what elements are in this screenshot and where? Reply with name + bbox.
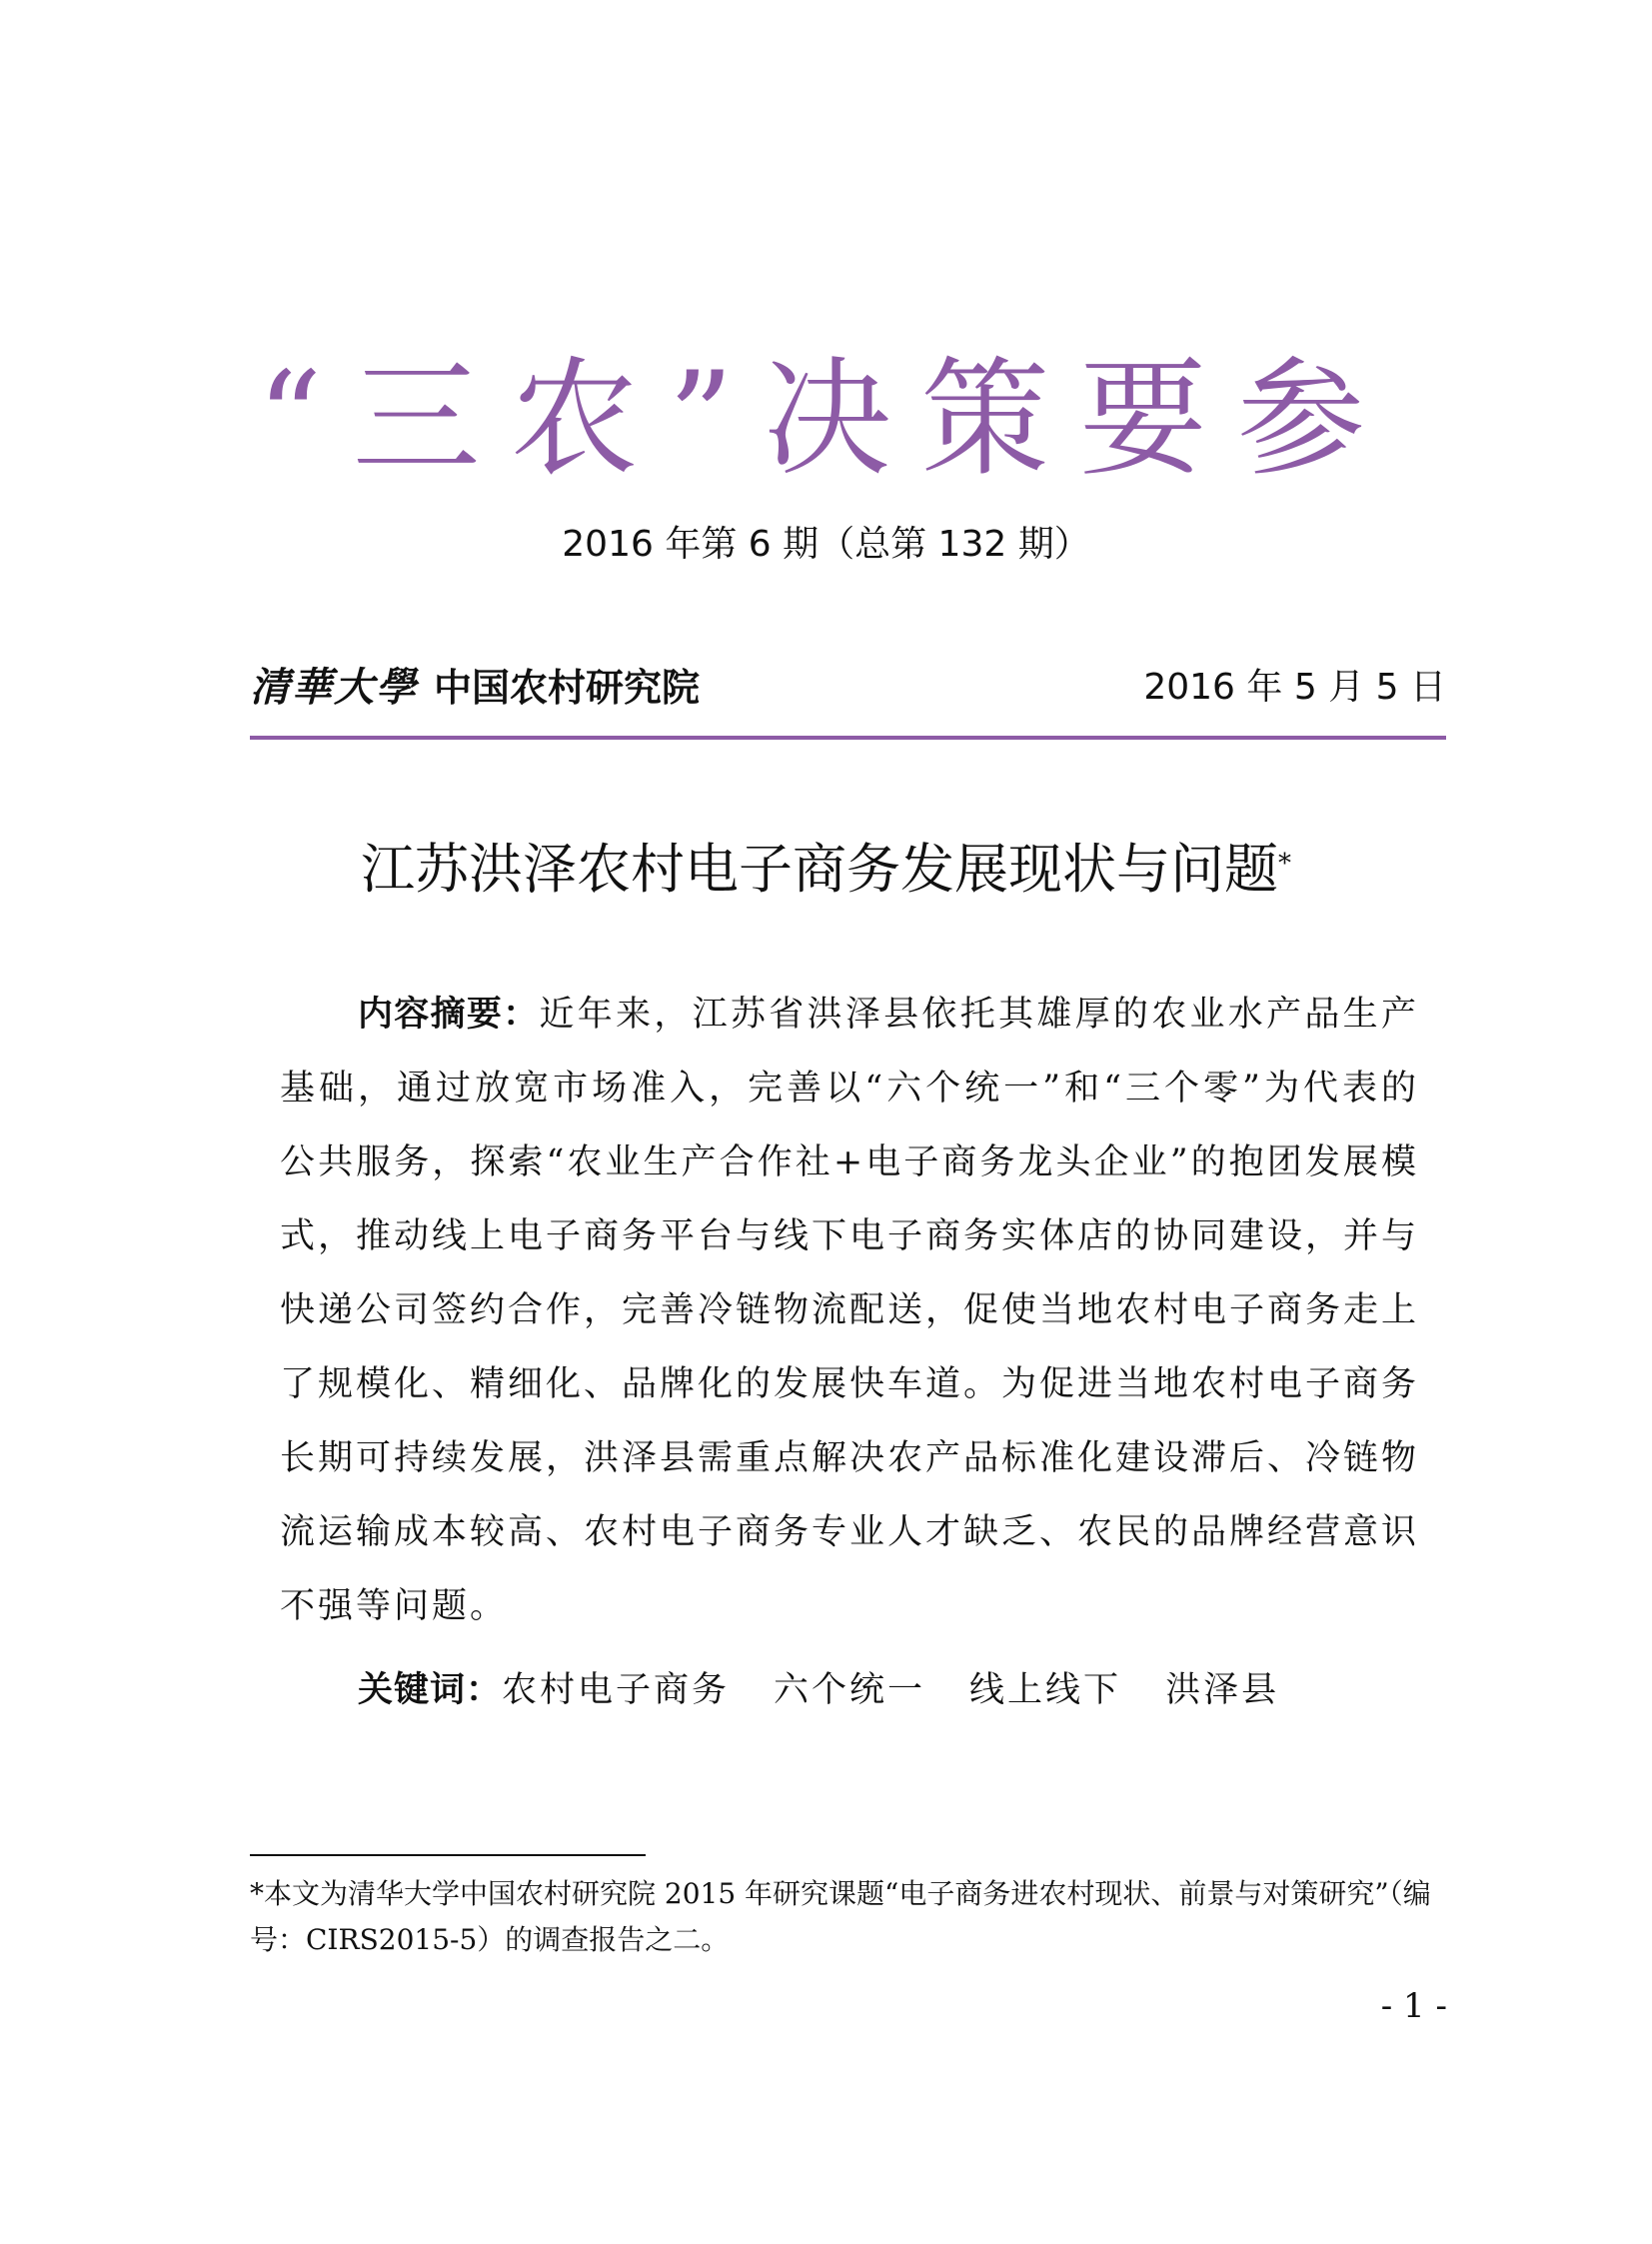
masthead-title: “三农”决策要参 <box>257 345 1395 494</box>
abstract <box>280 978 1419 1643</box>
keyword: 六个统一 <box>774 1670 926 1710</box>
footnote: *本文为清华大学中国农村研究院 2015 年研究课题“电子商务进农村现状、前景与对策研究”（编号：CIRS2015-5）的调查报告之二。 <box>250 1877 1431 1956</box>
header-divider <box>250 736 1446 740</box>
abstract-label: 内容摘要： <box>358 995 540 1035</box>
page-number: - 1 - <box>1380 1986 1447 2026</box>
article-title <box>0 830 1652 910</box>
publisher <box>250 660 700 716</box>
footnote-marker: * <box>1278 849 1291 879</box>
abstract-text: 近年来，江苏省洪泽县依托其雄厚的农业水产品生产基础，通过放宽市场准入，完善以“六个统一”和“三个零”为代表的公共服务，探索“农业生产合作社+电子商务龙头企业”的抱团发展模式，推动线上电子商务平台与线下电子商务实体店的协同建设，并与快递公司签约合作，完善冷链物流配送，促使当地农村电子商务走上了规模化、精细化、品牌化的发展快车道。为促进当地农村电子商务长期可持续发展，洪泽县需重点解决农产品标准化建设滞后、冷链物流运输成本较高、农村电子商务专业人才缺乏、农民的品牌经营意识不强等问题。 <box>280 995 1420 1626</box>
article-title-text: 江苏洪泽农村电子商务发展现状与问题 <box>361 838 1278 901</box>
footnote-divider <box>250 1854 646 1856</box>
keyword: 农村电子商务 <box>502 1670 731 1710</box>
keywords <box>358 1653 1417 1727</box>
keyword: 线上线下 <box>969 1670 1122 1710</box>
university-logo-text: 清華大學 <box>250 664 418 711</box>
keyword: 洪泽县 <box>1165 1670 1280 1710</box>
institute-name: 中国农村研究院 <box>434 665 701 710</box>
keywords-label: 关键词： <box>358 1670 503 1710</box>
header-row <box>250 660 1446 720</box>
publication-date: 2016 年 5 月 5 日 <box>1143 667 1446 708</box>
issue-number: 2016 年第 6 期（总第 132 期） <box>562 524 1090 565</box>
